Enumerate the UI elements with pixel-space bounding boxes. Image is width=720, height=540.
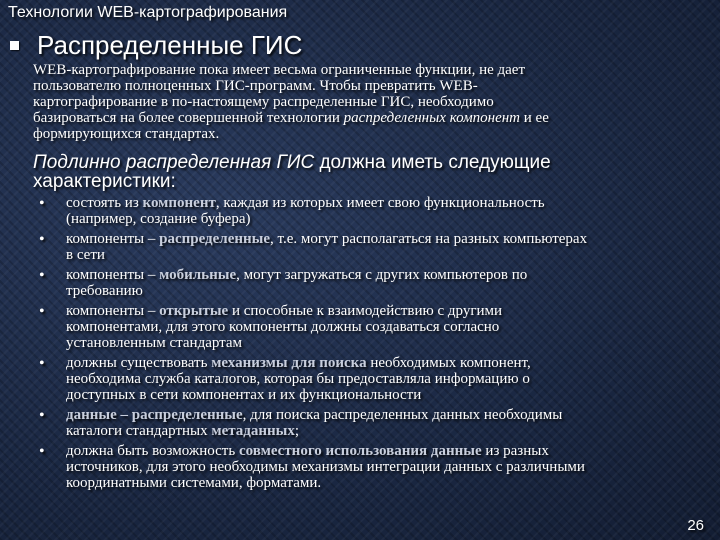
subheading-highlight: Подлинно распределенная ГИС xyxy=(33,152,315,173)
item-keyword: совместного использования данные xyxy=(238,443,482,459)
list-item xyxy=(33,303,703,351)
item-keyword: метаданных xyxy=(211,423,295,439)
intro-line: картографирование в по-настоящему распределенные ГИС, необходимо xyxy=(33,94,494,110)
intro-line: формирующихся стандартах. xyxy=(33,126,220,142)
intro-text: базироваться на более совершенной технологии xyxy=(33,110,344,126)
item-keyword: механизмы для поиска xyxy=(211,355,367,371)
item-text: компоненты – xyxy=(66,267,160,283)
item-text: в сети xyxy=(66,247,105,263)
bullet-dot-icon: • xyxy=(39,267,45,284)
item-text: , каждая из которых имеет свою функциональность xyxy=(215,195,545,211)
subheading-text: должна иметь следующие xyxy=(314,152,551,173)
item-text: необходима служба каталогов, которая бы предоставляла информацию о xyxy=(66,371,530,387)
item-text: компоненты – xyxy=(66,303,160,319)
list-item xyxy=(33,407,703,439)
intro-text: и ее xyxy=(520,110,549,126)
intro-line: пользователю полноценных ГИС-программ. Чтобы превратить WEB- xyxy=(33,78,478,94)
item-text: состоять из xyxy=(66,195,143,211)
item-text: должны существовать xyxy=(66,355,212,371)
item-text: координатными системами, форматами. xyxy=(66,475,322,491)
item-text: должна быть возможность xyxy=(66,443,239,459)
bullet-dot-icon: • xyxy=(39,407,45,424)
item-text: доступных в сети компонентах и их функциональности xyxy=(66,387,422,403)
main-heading: Распределенные ГИС xyxy=(37,30,303,60)
item-text: необходимых компонент, xyxy=(366,355,531,371)
item-keyword: данные – распределенные xyxy=(66,407,243,423)
item-keyword: открытые xyxy=(159,303,229,319)
subheading xyxy=(33,153,653,191)
list-item xyxy=(33,443,703,491)
item-text: , для поиска распределенных данных необходимы xyxy=(242,407,563,423)
bullet-dot-icon: • xyxy=(39,231,45,248)
item-text: требованию xyxy=(66,283,143,299)
item-text: из разных xyxy=(481,443,549,459)
page-number: 26 xyxy=(687,517,704,534)
item-text: установленным стандартам xyxy=(66,335,243,351)
item-keyword: компонент xyxy=(142,195,216,211)
square-bullet-icon xyxy=(10,41,19,50)
bullet-dot-icon: • xyxy=(39,355,45,372)
item-text: каталоги стандартных xyxy=(66,423,212,439)
bullet-dot-icon: • xyxy=(39,443,45,460)
item-keyword: распределенные xyxy=(159,231,271,247)
item-text: ; xyxy=(294,423,300,439)
subheading-text: характеристики: xyxy=(33,171,176,192)
intro-paragraph xyxy=(33,62,673,142)
intro-emphasis: распределенных компонент xyxy=(343,110,521,126)
item-text: , т.е. могут располагаться на разных компьютерах xyxy=(270,231,588,247)
intro-line: WEB-картографирование пока имеет весьма ограниченные функции, не дает xyxy=(33,62,526,78)
list-item xyxy=(33,195,703,227)
bullet-dot-icon: • xyxy=(39,303,45,320)
item-keyword: мобильные xyxy=(159,267,237,283)
list-item xyxy=(33,355,703,403)
list-item xyxy=(33,267,703,299)
slide-header-title: Технологии WEB-картографирования xyxy=(8,4,288,21)
intro-line xyxy=(33,110,673,126)
characteristics-list xyxy=(33,195,703,495)
item-text: компонентами, для этого компоненты должны создаваться согласно xyxy=(66,319,500,335)
item-text: и способные к взаимодействию с другими xyxy=(228,303,503,319)
item-text: источников, для этого необходимы механизмы интеграции данных с различными xyxy=(66,459,585,475)
item-text: , могут загружаться с других компьютеров по xyxy=(236,267,528,283)
heading-row xyxy=(8,30,302,61)
item-text: (например, создание буфера) xyxy=(66,211,251,227)
bullet-dot-icon: • xyxy=(39,195,45,212)
list-item xyxy=(33,231,703,263)
item-text: компоненты – xyxy=(66,231,160,247)
